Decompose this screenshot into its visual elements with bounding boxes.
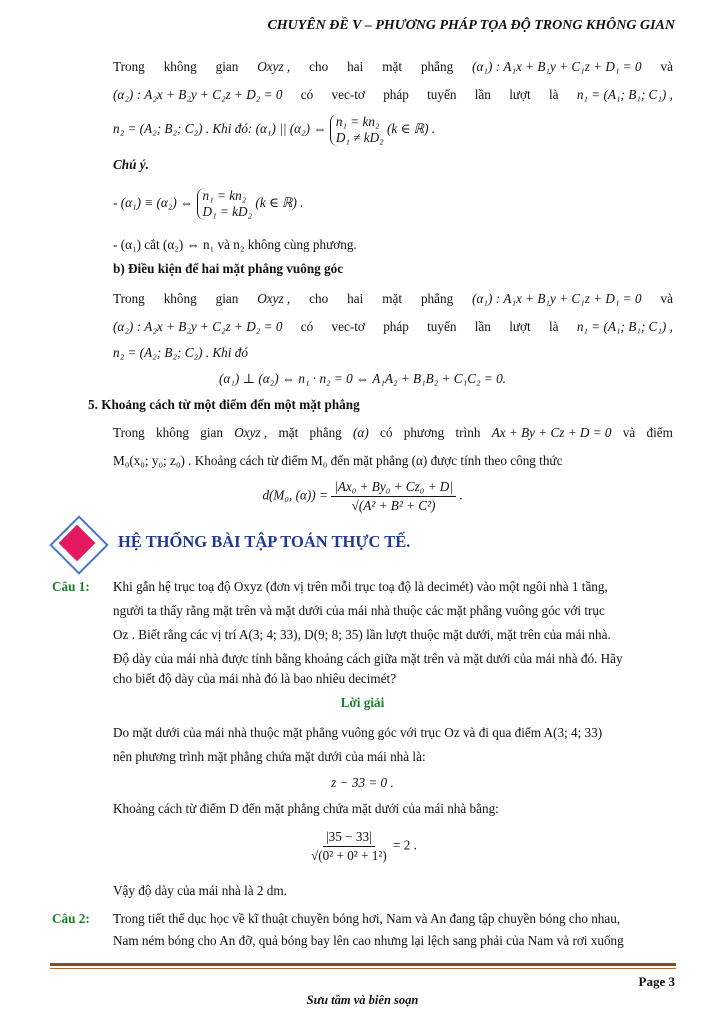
word: gian: [215, 59, 239, 74]
q1-line4: Độ dày của mái nhà được tính bằng khoảng cách giữa mặt trên và mặt dưới của mái nhà đó. Hãy: [113, 651, 623, 666]
word: tuyến: [427, 319, 457, 334]
formula-lhs: d(M₀, (α)) =: [262, 487, 328, 503]
plane-equation: (α₂) : A₂x + B₂y + C₂z + D₂ = 0: [113, 87, 283, 102]
formula-fraction: [331, 478, 456, 515]
calc-fraction: [308, 828, 390, 865]
system-row: D₁ ≠ kD₂: [335, 130, 384, 145]
word: phương: [403, 425, 445, 440]
p3-line1: [113, 424, 673, 442]
k-condition: (k ∈ ℝ) .: [387, 121, 436, 137]
word: phẳng: [309, 425, 342, 440]
plane-equation-result: z − 33 = 0 .: [331, 775, 394, 790]
word: là: [548, 87, 559, 102]
word: mặt: [382, 291, 402, 306]
word: tuyến: [427, 87, 457, 102]
page-number: Page 3: [638, 974, 675, 989]
word: gian: [215, 291, 239, 306]
word: cho: [309, 59, 329, 74]
p2-line3: n₂ = (A₂; B₂; C₂) . Khi đó: [113, 345, 248, 360]
q1-line3: Oz . Biết rằng các vị trí A(3; 4; 33), D(9; 8; 35) lần lượt thuộc mặt dưới, mặt trên của mái nhà.: [113, 627, 611, 642]
q2-line1: Trong tiết thể dục học về kĩ thuật chuyền bóng hơi, Nam và An đang tập chuyền bóng cho nhau,: [113, 911, 621, 926]
p1-line2: [113, 86, 673, 104]
word: và: [660, 291, 673, 306]
system-row: D₁ = kD₂: [202, 204, 253, 219]
word: cho: [309, 291, 329, 306]
equation-system: [197, 188, 253, 220]
footer-text: Sưu tầm và biên soạn: [306, 993, 419, 1007]
footer-rule: [50, 963, 676, 966]
p1-line1: [113, 58, 673, 76]
word: pháp: [383, 319, 409, 334]
word: Trong: [113, 59, 145, 74]
word: Oxyz ,: [257, 291, 291, 306]
solution-heading: Lời giải: [340, 695, 385, 710]
word: lần: [474, 319, 491, 334]
equation-system: [330, 114, 384, 146]
word: trình: [455, 425, 481, 440]
p3-line2: M₀(x₀; y₀; z₀) . Khoảng cách từ điểm M₀ đến mặt phẳng (α) được tính theo công thức: [113, 453, 563, 468]
solution-line2: nên phương trình mặt phẳng chứa mặt dưới của mái nhà là:: [113, 749, 426, 764]
word: không: [156, 425, 189, 440]
system-row: n₁ = kn₂: [335, 114, 380, 129]
word: và: [660, 59, 673, 74]
word: có: [300, 319, 314, 334]
word: hai: [347, 59, 364, 74]
k-condition: (k ∈ ℝ) .: [255, 195, 304, 211]
word: vec-tơ: [331, 319, 365, 334]
parallel-condition: n₂ = (A₂; B₂; C₂) . Khi đó: (α₁) || (α₂) ⇔: [113, 121, 327, 137]
word: Trong: [113, 291, 145, 306]
q1-line1: Khi gắn hệ trục toạ độ Oxyz (đơn vị trên mỗi trục toạ độ là decimét) vào một ngôi nhà 1 tầng,: [113, 579, 608, 594]
word: gian: [200, 425, 223, 440]
word: Oxyz ,: [257, 59, 291, 74]
question-1-label: Câu 1:: [52, 579, 90, 594]
word: có: [300, 87, 314, 102]
note-item-1: [113, 188, 725, 220]
word: là: [548, 319, 559, 334]
plane-equation: (α₁) : A₁x + B₁y + C₁z + D₁ = 0: [472, 59, 642, 74]
solution-conclusion: Vậy độ dày của mái nhà là 2 dm.: [113, 883, 287, 898]
plane-equation: (α₁) : A₁x + B₁y + C₁z + D₁ = 0: [472, 291, 642, 306]
question-2-label: Câu 2:: [52, 911, 90, 926]
distance-calculation: [0, 828, 725, 865]
calc-result: = 2 .: [393, 837, 417, 853]
word: mặt: [382, 59, 402, 74]
footer-rule-thin: [50, 968, 676, 969]
section-5-title: 5. Khoảng cách từ một điểm đến một mặt phẳng: [88, 397, 360, 412]
exercise-section-title: HỆ THỐNG BÀI TẬP TOÁN THỰC TẾ.: [118, 532, 411, 551]
word: không: [163, 59, 197, 74]
word: phẳng: [420, 59, 454, 74]
word: vec-tơ: [331, 87, 365, 102]
note-item-2: - (α₁) cắt (α₂) ⇔ n₁ và n₂ không cùng phương.: [113, 237, 357, 252]
word: có: [380, 425, 393, 440]
diamond-icon: [52, 518, 106, 572]
word: (α): [353, 425, 369, 440]
q1-line5: cho biết độ dày của mái nhà đó là bao nhiêu decimét?: [113, 671, 397, 686]
note-heading: Chú ý.: [113, 157, 149, 172]
word: điểm: [646, 425, 673, 440]
solution-line4: Khoảng cách từ điểm D đến mặt phẳng chứa mặt dưới của mái nhà bằng:: [113, 801, 499, 816]
p2-line1: [113, 290, 673, 308]
system-row: n₁ = kn₂: [202, 188, 247, 203]
p1-line3: [113, 114, 673, 146]
q2-line2: Nam ném bóng cho An đỡ, quả bóng bay lên cao nhưng lại lệch sang phải của Nam và rơi xuống: [113, 933, 624, 948]
formula-end: .: [459, 487, 463, 503]
solution-line1: Do mặt dưới của mái nhà thuộc mặt phẳng vuông góc với trục Oz và đi qua điểm A(3; 4; 33): [113, 725, 603, 740]
subsection-b-title: b) Điều kiện để hai mặt phẳng vuông góc: [113, 261, 344, 276]
word: Trong: [113, 425, 145, 440]
normal-vector: n₁ = (A₁; B₁; C₁) ,: [576, 319, 673, 334]
word: không: [163, 291, 197, 306]
word: phẳng: [420, 291, 454, 306]
perpendicular-equation: (α₁) ⊥ (α₂) ⇔ n₁ · n₂ = 0 ⇔ A₁A₂ + B₁B₂ + C₁C₂ = 0.: [219, 371, 506, 386]
distance-formula: [0, 478, 725, 515]
plane-equation: (α₂) : A₂x + B₂y + C₂z + D₂ = 0: [113, 319, 283, 334]
formula-numerator: |Ax₀ + By₀ + Cz₀ + D|: [331, 478, 456, 497]
word: lượt: [509, 87, 531, 102]
word: và: [622, 425, 636, 440]
word: pháp: [383, 87, 409, 102]
plane-equation: Ax + By + Cz + D = 0: [491, 425, 612, 440]
normal-vector: n₁ = (A₁; B₁; C₁) ,: [576, 87, 673, 102]
word: lượt: [509, 319, 531, 334]
word: hai: [347, 291, 364, 306]
word: mặt: [278, 425, 299, 440]
q1-line2: người ta thấy rằng mặt trên và mặt dưới của mái nhà thuộc các mặt phẳng vuông góc với trục: [113, 603, 605, 618]
page-header: CHUYÊN ĐỀ V – PHƯƠNG PHÁP TỌA ĐỘ TRONG KHÔNG GIAN: [267, 18, 675, 33]
word: Oxyz ,: [234, 425, 268, 440]
p2-line2: [113, 318, 673, 336]
coincide-condition: - (α₁) ≡ (α₂) ⇔: [113, 195, 194, 211]
calc-numerator: |35 − 33|: [323, 828, 375, 847]
word: lần: [474, 87, 491, 102]
calc-denominator: √(0² + 0² + 1²): [311, 848, 387, 863]
formula-denominator: √(A² + B² + C²): [351, 498, 436, 513]
